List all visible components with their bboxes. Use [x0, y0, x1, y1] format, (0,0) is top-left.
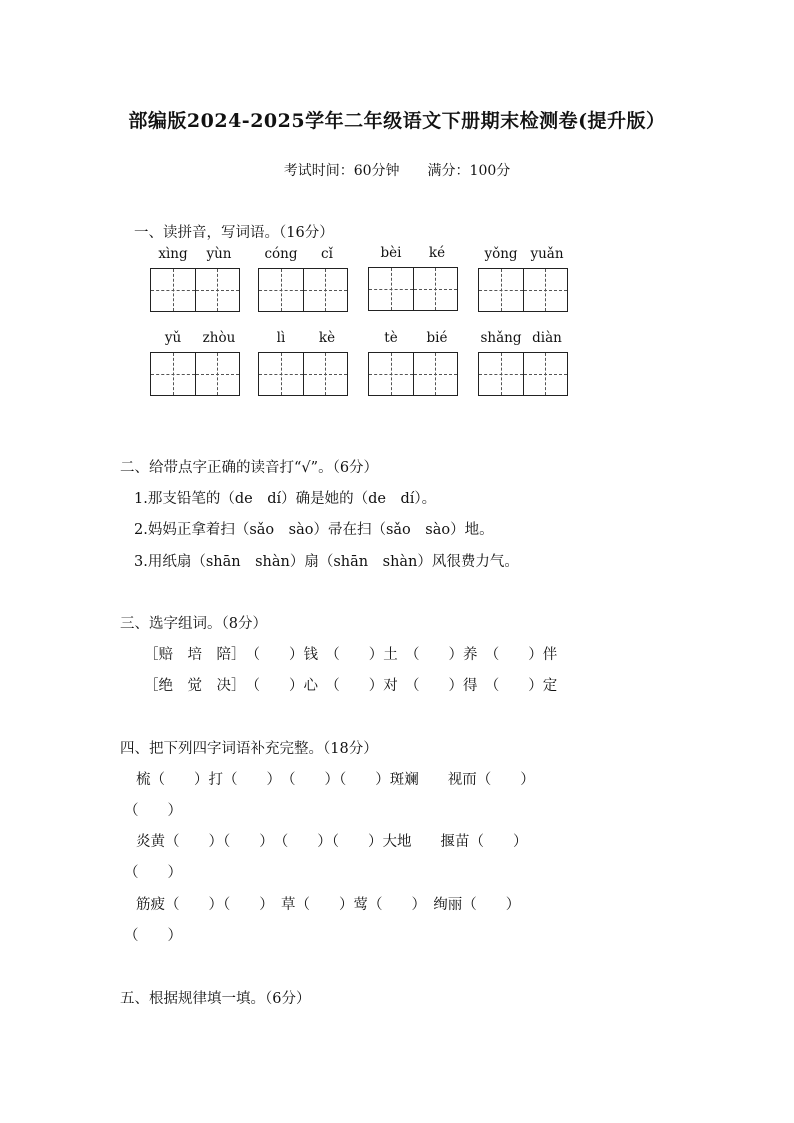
pinyin: cóng [264, 246, 298, 262]
page-title: 部编版2024-2025学年二年级语文下册期末检测卷(提升版） [128, 110, 666, 132]
question-line: （ ） [124, 865, 182, 881]
pinyin: yùn [206, 246, 232, 262]
question-line: 筋疲（ ）（ ） 草（ ）莺（ ） 绚丽（ ） [136, 897, 521, 913]
question-line: 梳（ ）打（ ） （ ）（ ）斑斓 视而（ ） [136, 772, 535, 788]
writing-box[interactable] [150, 268, 240, 312]
question-line: 炎黄（ ）（ ） （ ）（ ）大地 揠苗（ ） [136, 834, 528, 850]
question-line: 1.那支铅笔的（de dí）确是她的（de dí）。 [134, 491, 437, 507]
writing-box[interactable] [478, 268, 568, 312]
section5-heading: 五、根据规律填一填。（6分） [120, 991, 311, 1007]
pinyin: bèi [380, 245, 402, 261]
writing-box[interactable] [258, 268, 348, 312]
writing-box[interactable] [478, 352, 568, 396]
question-line: （ ） [124, 928, 182, 944]
question-line: ［绝 觉 决］ （ ）心 （ ）对 （ ）得 （ ）定 [144, 678, 558, 694]
pinyin: tè [384, 330, 398, 346]
pinyin: zhòu [202, 330, 236, 346]
pinyin: xìng [158, 246, 188, 262]
writing-box[interactable] [258, 352, 348, 396]
pinyin: lì [276, 330, 286, 346]
pinyin: cǐ [321, 246, 333, 262]
section1-heading: 一、读拼音，写词语。（16分） [134, 225, 334, 241]
pinyin: yǒng [484, 246, 518, 262]
pinyin: yuǎn [530, 246, 564, 262]
pinyin: shǎng [480, 330, 522, 346]
question-line: 2.妈妈正拿着扫（sǎo sào）帚在扫（sǎo sào）地。 [134, 522, 494, 538]
writing-box[interactable] [150, 352, 240, 396]
writing-box[interactable] [368, 352, 458, 396]
section2-heading: 二、给带点字正确的读音打“√”。（6分） [120, 460, 379, 476]
pinyin: kè [318, 330, 336, 346]
writing-box[interactable] [368, 267, 458, 311]
section4-heading: 四、把下列四字词语补充完整。（18分） [120, 741, 378, 757]
question-line: ［赔 培 陪］ （ ）钱 （ ）土 （ ）养 （ ）伴 [144, 647, 558, 663]
question-line: 3.用纸扇（shān shàn）扇（shān shàn）风很费力气。 [134, 554, 519, 570]
pinyin: diàn [532, 330, 562, 346]
section3-heading: 三、选字组词。（8分） [120, 616, 267, 632]
pinyin: bié [426, 330, 448, 346]
exam-info: 考试时间：60分钟 满分：100分 [283, 163, 511, 179]
question-line: （ ） [124, 803, 182, 819]
pinyin: yǔ [164, 330, 182, 346]
pinyin: ké [428, 245, 446, 261]
